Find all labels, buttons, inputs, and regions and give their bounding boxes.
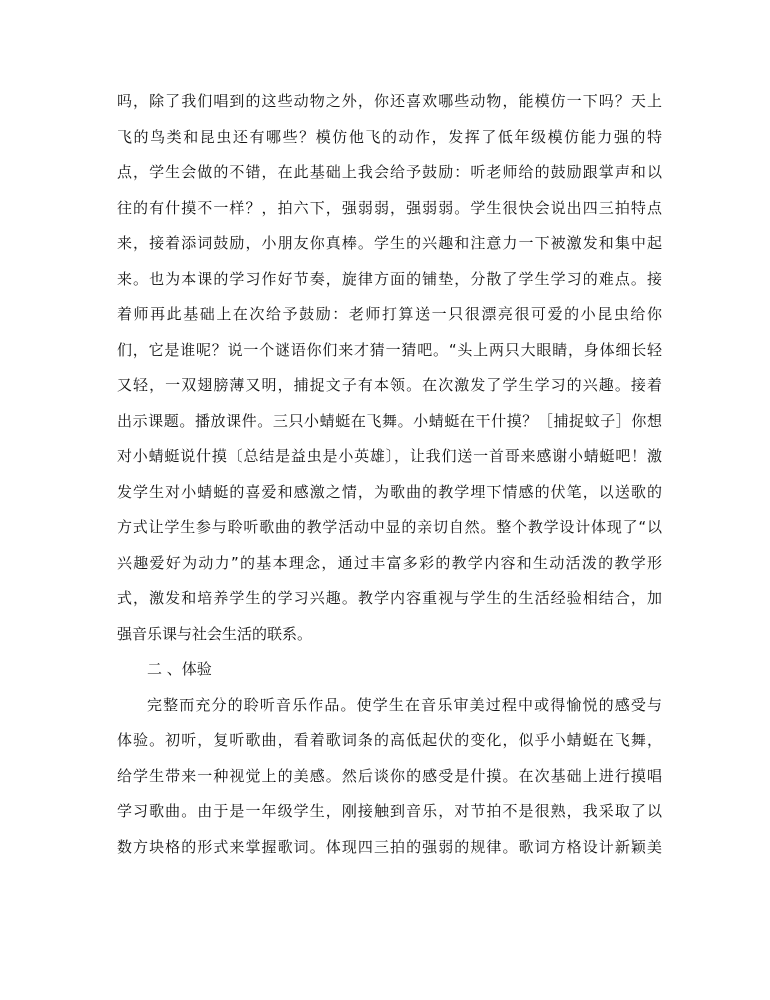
text-line: 来，接着添词鼓励，小朋友你真棒。学生的兴趣和注意力一下被激发和集中起: [117, 234, 662, 252]
text-line: 飞的鸟类和昆虫还有哪些？模仿他飞的动作，发挥了低年级模仿能力强的特: [117, 127, 662, 146]
text-line: 着师再此基础上在次给予鼓励：老师打算送一只很漂亮很可爱的小昆虫给你: [117, 305, 662, 323]
text-line: 吗，除了我们唱到的这些动物之外，你还喜欢哪些动物，能模仿一下吗？天上: [117, 92, 662, 110]
text-line: 出示课题。播放课件。三只小蜻蜓在飞舞。小蜻蜓在干什摸？［捕捉蚊子］你想: [117, 411, 662, 430]
text-line: 来。也为本课的学习作好节奏，旋律方面的铺垫，分散了学生学习的难点。接: [117, 269, 662, 288]
section-heading: 二 、体验: [147, 660, 212, 678]
text-line: 方式让学生参与聆听歌曲的教学活动中显的亲切自然。整个教学设计体现了“以: [117, 518, 662, 536]
text-line: 又轻，一双翅膀薄又明，捕捉文子有本领。在次激发了学生学习的兴趣。接着: [117, 376, 662, 394]
text-line: 们，它是谁呢？说一个谜语你们来才猜一猜吧。“头上两只大眼睛，身体细长轻: [117, 340, 662, 359]
text-line: 体验。初听，复听歌曲，看着歌词条的高低起伏的变化，似乎小蜻蜓在飞舞，: [117, 731, 662, 749]
text-line: 完整而充分的聆听音乐作品。使学生在音乐审美过程中或得愉悦的感受与: [147, 695, 662, 714]
text-line: 式，激发和培养学生的学习兴趣。教学内容重视与学生的生活经验相结合，加: [117, 589, 662, 607]
text-line: 往的有什摸不一样？，拍六下，强弱弱，强弱弱。学生很快会说出四三拍特点: [117, 198, 662, 217]
text-line: 点，学生会做的不错，在此基础上我会给予鼓励：听老师给的鼓励跟掌声和以: [117, 163, 662, 181]
body-text: [117, 84, 662, 865]
text-line: 学习歌曲。由于是一年级学生，刚接触到音乐，对节拍不是很熟，我采取了以: [117, 802, 662, 820]
text-line: 对小蜻蜓说什摸〔总结是益虫是小英雄〕，让我们送一首哥来感谢小蜻蜓吧！激: [117, 447, 662, 465]
text-line: 给学生带来一种视觉上的美感。然后谈你的感受是什摸。在次基础上进行摸唱: [117, 766, 662, 785]
text-line: 兴趣爱好为动力”的基本理念，通过丰富多彩的教学内容和生动活泼的教学形: [117, 553, 662, 572]
text-line: 发学生对小蜻蜓的喜爱和感激之情，为歌曲的教学埋下情感的伏笔，以送歌的: [117, 482, 662, 501]
text-line: 数方块格的形式来掌握歌词。体现四三拍的强弱的规律。歌词方格设计新颖美: [117, 837, 662, 856]
text-line: 强音乐课与社会生活的联系。: [117, 624, 313, 643]
